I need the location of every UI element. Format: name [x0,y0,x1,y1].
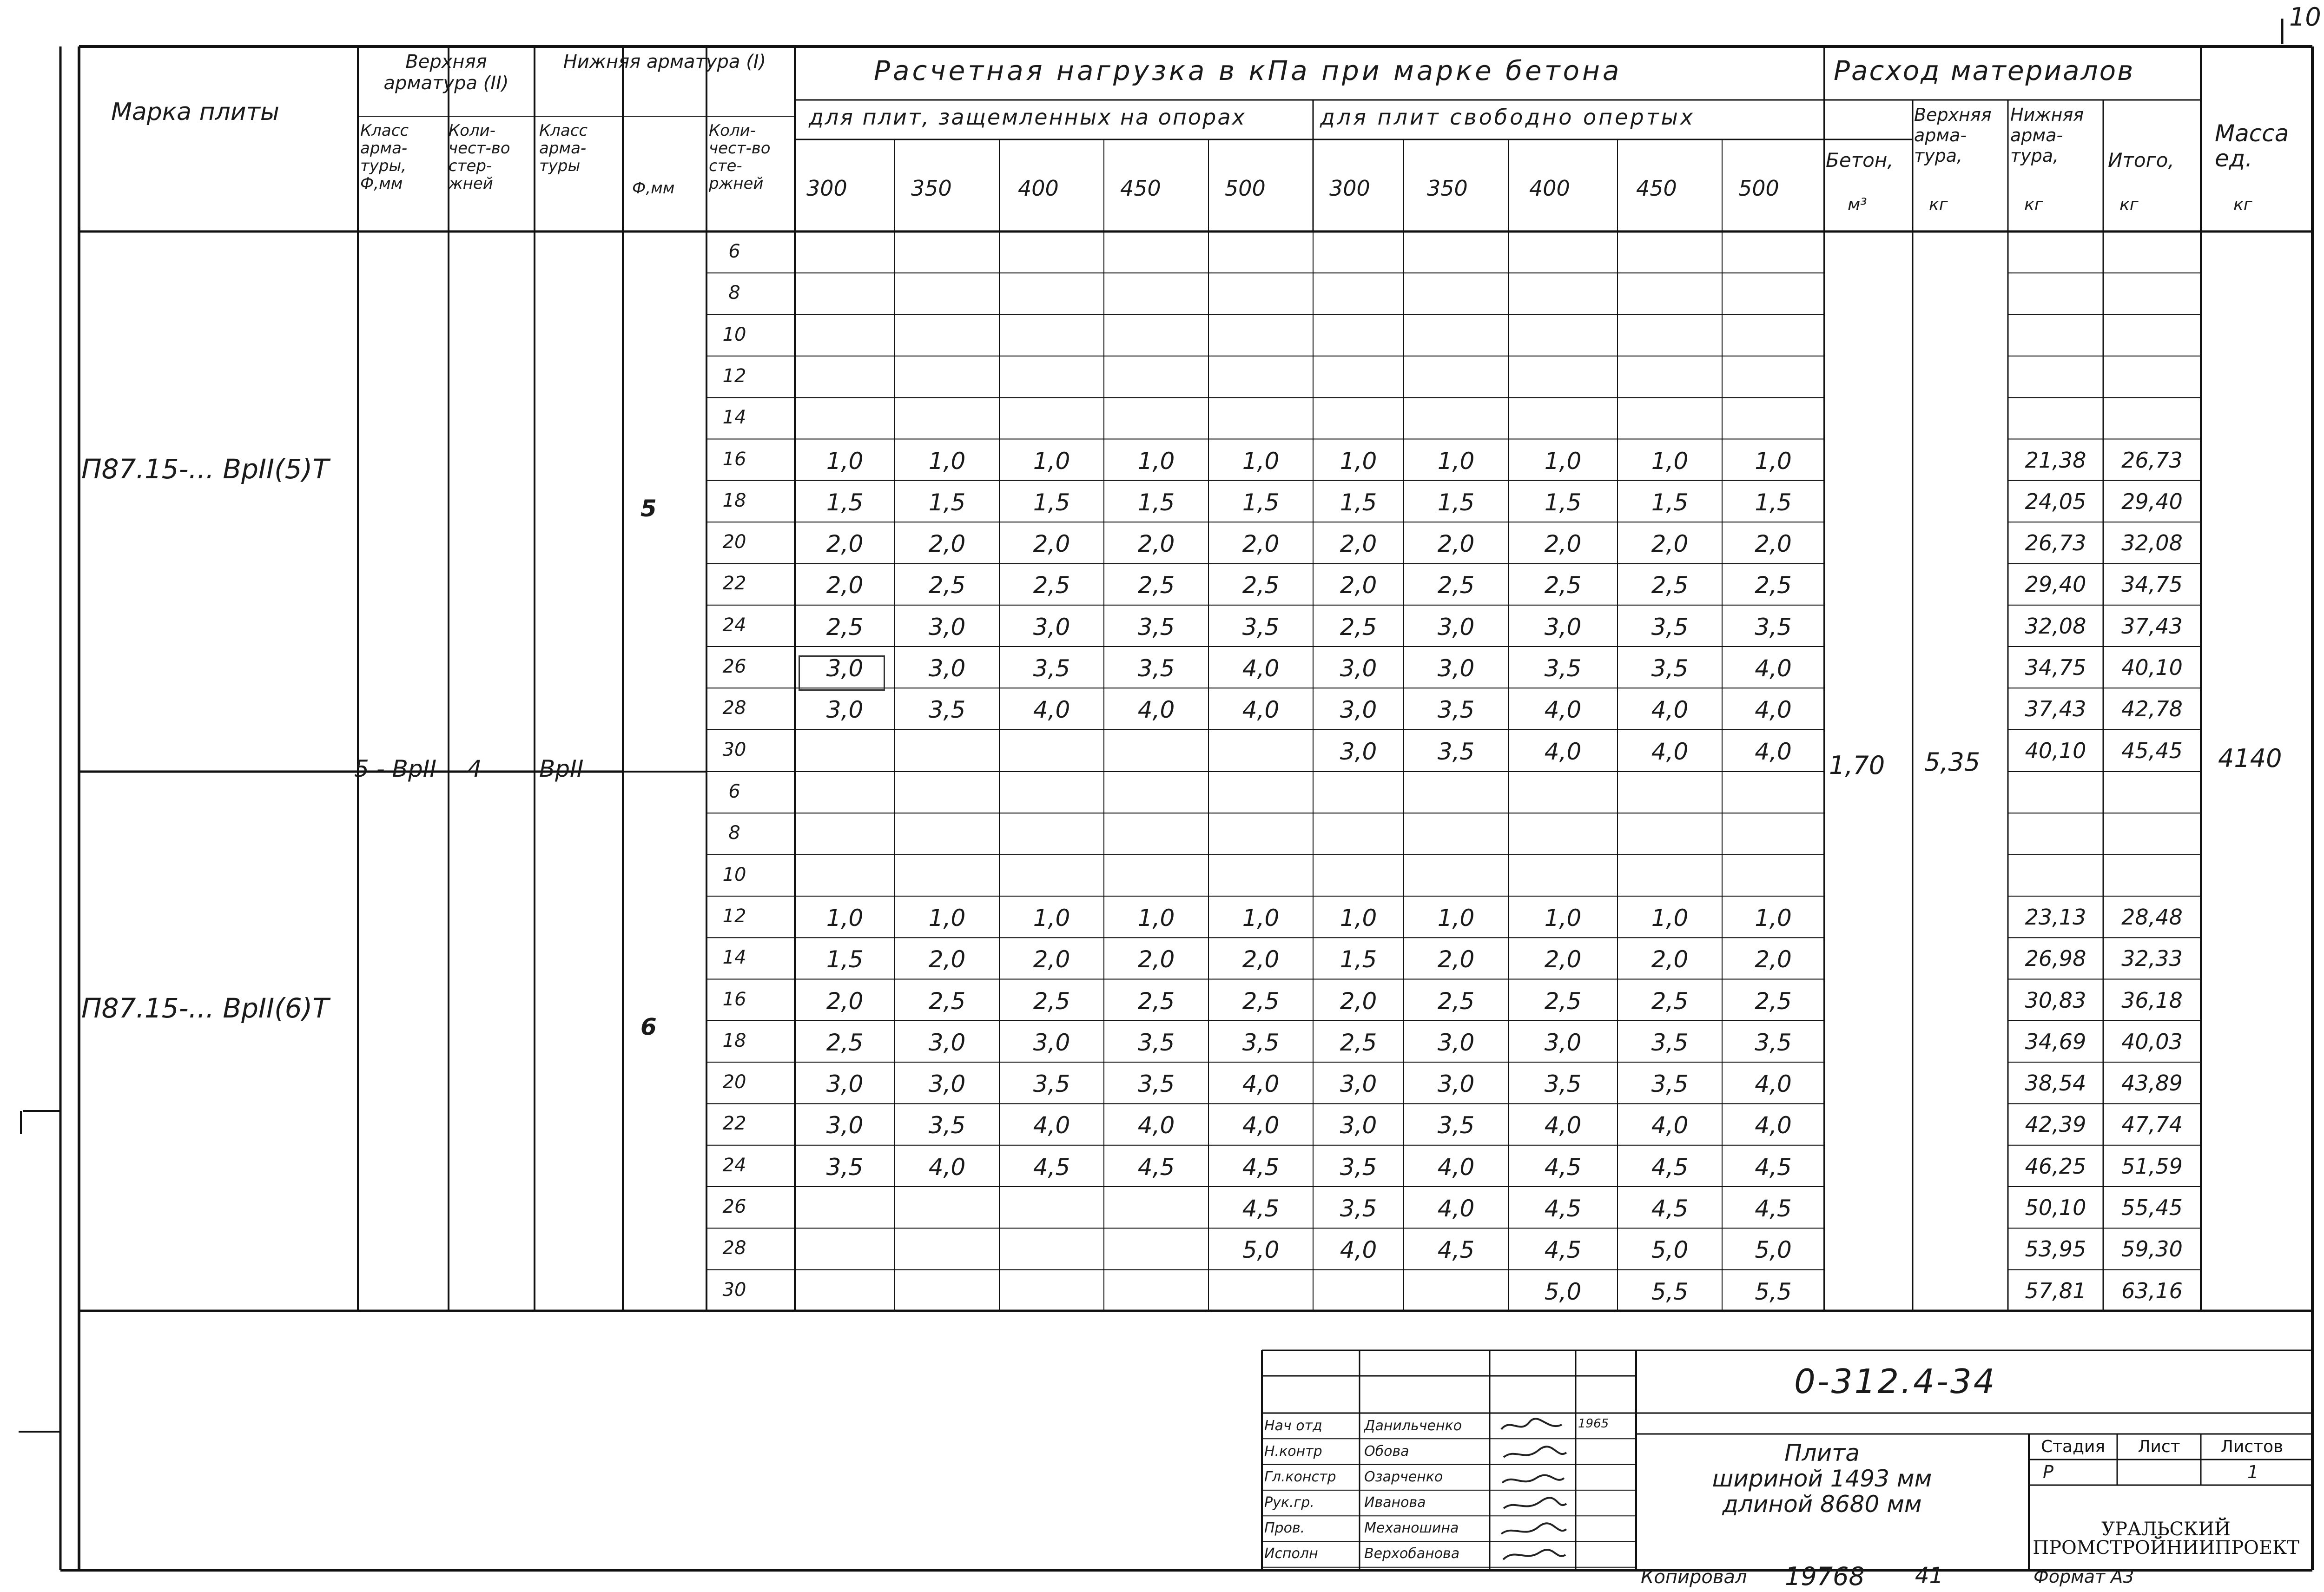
load-value-cell: 2,0 [1437,530,1475,558]
lower-arm-title: Нижняя арматура (I) [563,51,766,73]
load-value-cell: 3,5 [1651,613,1689,641]
load-value-cell: 4,5 [1242,1195,1280,1222]
load-value-cell: 1,0 [1242,904,1280,931]
load-value-cell: 1,5 [1755,489,1792,516]
load-value-cell: 1,0 [1437,904,1475,931]
load-value-cell: 3,5 [1544,655,1582,682]
load-value-cell: 4,0 [1651,696,1689,724]
load-value-cell: 2,5 [1651,987,1689,1015]
page-number: 10 [2289,2,2321,32]
lower-class-value: ВрII [539,755,584,782]
load-value-cell: 5,0 [1242,1236,1280,1264]
load-value-cell: 3,5 [1755,613,1792,641]
lower-arm-cell: 34,75 [2025,655,2086,680]
load-value-cell: 2,5 [928,572,966,599]
load-value-cell: 3,5 [1033,655,1070,682]
total-cell: 29,40 [2121,489,2183,514]
bar-count-cell: 28 [722,697,746,719]
load-value-cell: 1,5 [1544,489,1582,516]
load-value-cell: 4,5 [1033,1153,1070,1181]
load-value-cell: 4,0 [1137,1112,1175,1139]
bar-count-cell: 26 [722,656,746,677]
load-value-cell: 1,5 [826,489,864,516]
load-value-cell: 3,5 [1651,1029,1689,1056]
bar-count-cell: 18 [722,1030,746,1051]
lower-arm-cell: 26,98 [2025,946,2086,971]
load-value-cell: 3,0 [928,1029,966,1056]
total-cell: 34,75 [2121,572,2183,597]
load-value-cell: 2,0 [826,530,864,558]
load-value-cell: 1,0 [1242,447,1280,475]
bar-count-cell: 18 [722,489,746,511]
load-value-cell: 1,5 [1340,489,1377,516]
load-value-cell: 2,5 [826,1029,864,1056]
load-value-cell: 2,0 [1137,530,1175,558]
lower-arm-cell: 24,05 [2025,489,2086,514]
free-title: для плит свободно опертых [1320,105,1696,130]
load-value-cell: 4,0 [1544,696,1582,724]
total-cell: 42,78 [2121,696,2183,722]
load-value-cell: 1,0 [1340,904,1377,931]
load-value-cell: 4,0 [1242,655,1280,682]
bar-count-cell: 16 [722,988,746,1010]
bar-count-cell: 12 [722,365,746,387]
doc-code: 0-312.4-34 [1794,1362,1997,1401]
load-value-cell: 3,0 [1340,1112,1377,1139]
lower-arm-unit: кг [2024,195,2043,214]
lower-count-header: Коли-чест-во сте-ржней [709,121,771,193]
load-value-cell: 2,0 [1651,946,1689,973]
bar-count-cell: 20 [722,531,746,553]
load-value-cell: 3,0 [1437,613,1475,641]
lower-arm-cell: 21,38 [2025,447,2086,473]
load-value-cell: 1,0 [1651,904,1689,931]
sheets-value: 1 [2247,1462,2259,1482]
concrete-header: Бетон, [1826,149,1894,172]
load-value-cell: 4,0 [1651,1112,1689,1139]
load-value-cell: 2,5 [1340,1029,1377,1056]
load-value-cell: 2,0 [1242,530,1280,558]
role-5: Исполн [1264,1546,1318,1562]
lower-arm-cell: 42,39 [2025,1112,2086,1137]
load-value-cell: 4,0 [1755,1070,1792,1098]
load-value-cell: 2,5 [1755,987,1792,1015]
bar-count-cell: 16 [722,448,746,470]
lower-arm-cell: 57,81 [2025,1278,2086,1303]
load-value-cell: 1,5 [826,946,864,973]
lower-arm-cell: 38,54 [2025,1070,2086,1096]
signatures [1497,1413,1576,1566]
grade-fixed-450: 450 [1120,176,1161,201]
load-value-cell: 1,5 [1242,489,1280,516]
mass-value: 4140 [2218,744,2282,773]
load-value-cell: 2,5 [1340,613,1377,641]
load-value-cell: 3,0 [1437,1070,1475,1098]
bar-count-cell: 24 [722,614,746,636]
load-value-cell: 2,5 [1437,572,1475,599]
lower-arm-cell: 37,43 [2025,696,2086,722]
sheet-label: Лист [2138,1437,2180,1456]
org-line-1: УРАЛЬСКИЙ [2101,1519,2231,1540]
product-line-3: длиной 8680 мм [1722,1491,1922,1518]
total-cell: 45,45 [2121,738,2183,763]
load-value-cell: 2,5 [1755,572,1792,599]
total-cell: 63,16 [2121,1278,2183,1303]
load-value-cell: 1,5 [1033,489,1070,516]
load-value-cell: 4,0 [1242,696,1280,724]
total-cell: 40,03 [2121,1029,2183,1054]
highlight-box [799,655,885,691]
role-2: Гл.констр [1264,1469,1336,1485]
load-value-cell: 2,5 [1242,572,1280,599]
load-value-cell: 1,0 [928,447,966,475]
load-value-cell: 5,0 [1651,1236,1689,1264]
load-value-cell: 2,5 [826,613,864,641]
lower-arm-cell: 50,10 [2025,1195,2086,1220]
load-value-cell: 2,5 [1544,987,1582,1015]
person-1: Обова [1364,1443,1409,1460]
lower-arm-cell: 30,83 [2025,987,2086,1013]
bar-count-cell: 6 [728,781,740,802]
total-cell: 55,45 [2121,1195,2183,1220]
load-value-cell: 3,0 [1437,1029,1475,1056]
load-value-cell: 4,0 [1033,696,1070,724]
copy-number: 19768 [1785,1562,1865,1591]
grade-free-400: 400 [1529,176,1570,201]
copied-label: Копировал [1641,1566,1747,1588]
load-value-cell: 3,0 [826,1070,864,1098]
load-value-cell: 3,0 [1544,613,1582,641]
fixed-title: для плит, защемленных на опорах [809,105,1246,130]
lower-arm-cell: 32,08 [2025,613,2086,639]
load-value-cell: 3,5 [1242,613,1280,641]
marka-header: Марка плиты [111,98,279,126]
load-value-cell: 4,5 [1651,1195,1689,1222]
load-value-cell: 4,0 [1651,738,1689,765]
grade-fixed-300: 300 [806,176,847,201]
group-1-mark: П87.15-... ВрII(5)Т [81,453,329,485]
load-value-cell: 4,0 [1137,696,1175,724]
bar-count-cell: 8 [728,282,740,304]
sheets-label: Листов [2220,1437,2284,1456]
group-2-mark: П87.15-... ВрII(6)Т [81,992,329,1024]
total-cell: 36,18 [2121,987,2183,1013]
load-value-cell: 3,5 [928,1112,966,1139]
role-0: Нач отд [1264,1418,1322,1434]
load-value-cell: 3,0 [1544,1029,1582,1056]
load-value-cell: 3,5 [1651,655,1689,682]
load-value-cell: 3,5 [1437,738,1475,765]
load-value-cell: 2,5 [1544,572,1582,599]
load-value-cell: 3,5 [1137,655,1175,682]
load-value-cell: 2,5 [1437,987,1475,1015]
load-value-cell: 3,0 [826,655,864,682]
load-value-cell: 5,5 [1651,1278,1689,1305]
load-value-cell: 4,5 [1651,1153,1689,1181]
concrete-unit: м³ [1848,195,1867,214]
load-value-cell: 3,0 [928,655,966,682]
load-value-cell: 3,5 [1437,696,1475,724]
load-value-cell: 3,5 [1033,1070,1070,1098]
bar-count-cell: 30 [722,1279,746,1301]
mass-unit: кг [2233,195,2252,214]
person-3: Иванова [1364,1494,1426,1511]
upper-count-header: Коли-чест-во стер-жней [449,121,510,193]
stage-label: Стадия [2040,1437,2106,1456]
load-value-cell: 3,5 [1137,1070,1175,1098]
total-cell: 59,30 [2121,1236,2183,1262]
load-value-cell: 3,0 [1033,613,1070,641]
load-title: Расчетная нагрузка в кПа при марке бетона [874,55,1622,86]
group-2-dia: 6 [640,1013,657,1040]
lower-arm-cell: 29,40 [2025,572,2086,597]
person-5: Верхобанова [1364,1546,1460,1562]
load-value-cell: 3,0 [826,1112,864,1139]
lower-arm-cell: 26,73 [2025,530,2086,556]
product-line-1: Плита [1784,1440,1860,1466]
person-4: Механошина [1364,1520,1459,1536]
bar-count-cell: 10 [722,864,746,885]
upper-arm-title: Верхняя арматура (II) [383,51,509,94]
load-value-cell: 1,0 [928,904,966,931]
bar-count-cell: 6 [728,241,740,262]
bar-count-cell: 10 [722,324,746,345]
bar-count-cell: 14 [722,407,746,429]
load-value-cell: 1,5 [1340,946,1377,973]
load-value-cell: 1,0 [1437,447,1475,475]
total-cell: 28,48 [2121,904,2183,930]
load-value-cell: 3,5 [1755,1029,1792,1056]
load-value-cell: 2,5 [1651,572,1689,599]
load-value-cell: 3,0 [1340,655,1377,682]
lower-arm-cell: 34,69 [2025,1029,2086,1054]
load-value-cell: 2,0 [1340,572,1377,599]
load-value-cell: 3,0 [1033,1029,1070,1056]
load-value-cell: 2,5 [1137,572,1175,599]
total-cell: 43,89 [2121,1070,2183,1096]
role-1: Н.контр [1264,1443,1322,1460]
grade-fixed-350: 350 [911,176,952,201]
load-value-cell: 2,0 [1033,530,1070,558]
load-value-cell: 3,0 [928,613,966,641]
load-value-cell: 4,5 [1544,1195,1582,1222]
load-value-cell: 2,0 [1544,530,1582,558]
grade-free-350: 350 [1427,176,1468,201]
format-label: Формат А3 [2034,1566,2134,1587]
stage-value: Р [2043,1462,2053,1482]
bar-count-cell: 28 [722,1237,746,1259]
load-value-cell: 1,5 [1137,489,1175,516]
load-value-cell: 4,5 [1242,1153,1280,1181]
load-value-cell: 3,0 [1340,738,1377,765]
lower-arm-cell: 40,10 [2025,738,2086,763]
load-value-cell: 1,0 [1137,447,1175,475]
load-value-cell: 3,0 [1437,655,1475,682]
load-value-cell: 2,0 [1340,530,1377,558]
lower-arm-cell: 53,95 [2025,1236,2086,1262]
load-value-cell: 2,0 [1544,946,1582,973]
total-cell: 51,59 [2121,1153,2183,1179]
upper-arm-unit: кг [1929,195,1948,214]
person-0: Данильченко [1364,1418,1462,1434]
load-value-cell: 2,0 [1242,946,1280,973]
person-2: Озарченко [1364,1469,1443,1485]
lower-dia-header: Ф,мм [632,179,675,198]
materials-title: Расход материалов [1834,55,2135,86]
lower-class-header: Класс арма-туры [539,121,588,175]
bar-count-cell: 22 [722,573,746,595]
load-value-cell: 3,5 [826,1153,864,1181]
load-value-cell: 1,0 [826,904,864,931]
load-value-cell: 2,5 [1137,987,1175,1015]
lower-arm-cell: 46,25 [2025,1153,2086,1179]
load-value-cell: 4,0 [1755,696,1792,724]
load-value-cell: 1,0 [1340,447,1377,475]
bar-count-cell: 20 [722,1071,746,1093]
load-value-cell: 3,5 [1137,613,1175,641]
sign-date: 1965 [1578,1417,1609,1431]
load-value-cell: 3,5 [928,696,966,724]
org-line-2: ПРОМСТРОЙНИИПРОЕКТ [2033,1537,2299,1559]
load-value-cell: 1,5 [1651,489,1689,516]
load-value-cell: 4,5 [1437,1236,1475,1264]
load-value-cell: 2,0 [1755,530,1792,558]
lower-arm-header: Нижняя арма-тура, [2010,105,2084,166]
load-value-cell: 3,5 [1340,1195,1377,1222]
load-value-cell: 4,0 [1242,1070,1280,1098]
load-value-cell: 4,0 [1033,1112,1070,1139]
load-value-cell: 4,5 [1137,1153,1175,1181]
load-value-cell: 3,5 [1242,1029,1280,1056]
load-value-cell: 4,0 [1437,1153,1475,1181]
total-cell: 32,08 [2121,530,2183,556]
upper-class-header: Класс арма-туры, Ф,мм [360,121,409,193]
lower-arm-cell: 23,13 [2025,904,2086,930]
load-value-cell: 2,0 [1755,946,1792,973]
role-4: Пров. [1264,1520,1305,1536]
load-value-cell: 5,0 [1755,1236,1792,1264]
total-cell: 40,10 [2121,655,2183,680]
load-value-cell: 1,0 [826,447,864,475]
load-value-cell: 4,0 [1340,1236,1377,1264]
load-value-cell: 4,5 [1544,1153,1582,1181]
load-value-cell: 4,5 [1544,1236,1582,1264]
load-value-cell: 2,0 [1437,946,1475,973]
load-value-cell: 4,0 [1437,1195,1475,1222]
load-value-cell: 3,0 [1340,696,1377,724]
load-value-cell: 3,0 [826,696,864,724]
product-line-2: шириной 1493 мм [1712,1465,1932,1492]
role-3: Рук.гр. [1264,1494,1314,1511]
bar-count-cell: 24 [722,1154,746,1176]
load-value-cell: 3,5 [1437,1112,1475,1139]
load-value-cell: 4,5 [1755,1153,1792,1181]
concrete-value: 1,70 [1829,751,1885,780]
copy-extra: 41 [1915,1563,1944,1589]
load-value-cell: 3,0 [1340,1070,1377,1098]
load-value-cell: 1,5 [928,489,966,516]
load-value-cell: 3,5 [1340,1153,1377,1181]
total-cell: 32,33 [2121,946,2183,971]
load-value-cell: 1,0 [1755,447,1792,475]
load-value-cell: 4,5 [1755,1195,1792,1222]
bar-count-cell: 8 [728,822,740,844]
bar-count-cell: 14 [722,947,746,969]
load-value-cell: 1,0 [1651,447,1689,475]
load-value-cell: 2,0 [1651,530,1689,558]
load-value-cell: 5,5 [1755,1278,1792,1305]
load-value-cell: 2,0 [928,946,966,973]
upper-count-value: 4 [467,755,482,782]
upper-arm-header: Верхняя арма-тура, [1914,105,1992,166]
load-value-cell: 1,0 [1755,904,1792,931]
load-value-cell: 1,0 [1033,904,1070,931]
load-value-cell: 4,0 [1755,738,1792,765]
load-value-cell: 4,0 [1755,655,1792,682]
total-unit: кг [2119,195,2139,214]
grade-free-300: 300 [1329,176,1370,201]
load-value-cell: 1,0 [1033,447,1070,475]
load-value-cell: 4,0 [1755,1112,1792,1139]
load-value-cell: 1,0 [1544,447,1582,475]
upper-class-value: 5 - ВрII [354,755,437,782]
load-value-cell: 1,0 [1544,904,1582,931]
load-value-cell: 4,0 [1242,1112,1280,1139]
load-value-cell: 2,0 [1033,946,1070,973]
total-cell: 47,74 [2121,1112,2183,1137]
load-value-cell: 2,0 [1340,987,1377,1015]
grade-fixed-400: 400 [1018,176,1059,201]
load-value-cell: 3,5 [1544,1070,1582,1098]
load-value-cell: 2,0 [1137,946,1175,973]
load-value-cell: 2,0 [826,572,864,599]
total-cell: 26,73 [2121,447,2183,473]
bar-count-cell: 26 [722,1196,746,1217]
bar-count-cell: 30 [722,739,746,760]
load-value-cell: 2,0 [928,530,966,558]
load-value-cell: 2,0 [826,987,864,1015]
mass-header: Масса ед. [2215,120,2289,172]
group-1-dia: 5 [640,495,657,522]
bar-count-cell: 12 [722,905,746,927]
grade-free-450: 450 [1636,176,1677,201]
load-value-cell: 2,5 [1033,572,1070,599]
grade-free-500: 500 [1738,176,1779,201]
load-value-cell: 4,0 [1544,738,1582,765]
load-value-cell: 3,5 [1651,1070,1689,1098]
upper-arm-value: 5,35 [1924,747,1981,777]
load-value-cell: 1,5 [1437,489,1475,516]
total-cell: 37,43 [2121,613,2183,639]
bar-count-cell: 22 [722,1113,746,1135]
load-value-cell: 4,0 [1544,1112,1582,1139]
load-value-cell: 2,5 [1242,987,1280,1015]
load-value-cell: 2,5 [928,987,966,1015]
load-value-cell: 3,5 [1137,1029,1175,1056]
load-value-cell: 4,0 [928,1153,966,1181]
load-value-cell: 3,0 [928,1070,966,1098]
load-value-cell: 1,0 [1137,904,1175,931]
load-value-cell: 5,0 [1544,1278,1582,1305]
total-header: Итого, [2108,149,2174,172]
grade-fixed-500: 500 [1225,176,1266,201]
load-value-cell: 2,5 [1033,987,1070,1015]
